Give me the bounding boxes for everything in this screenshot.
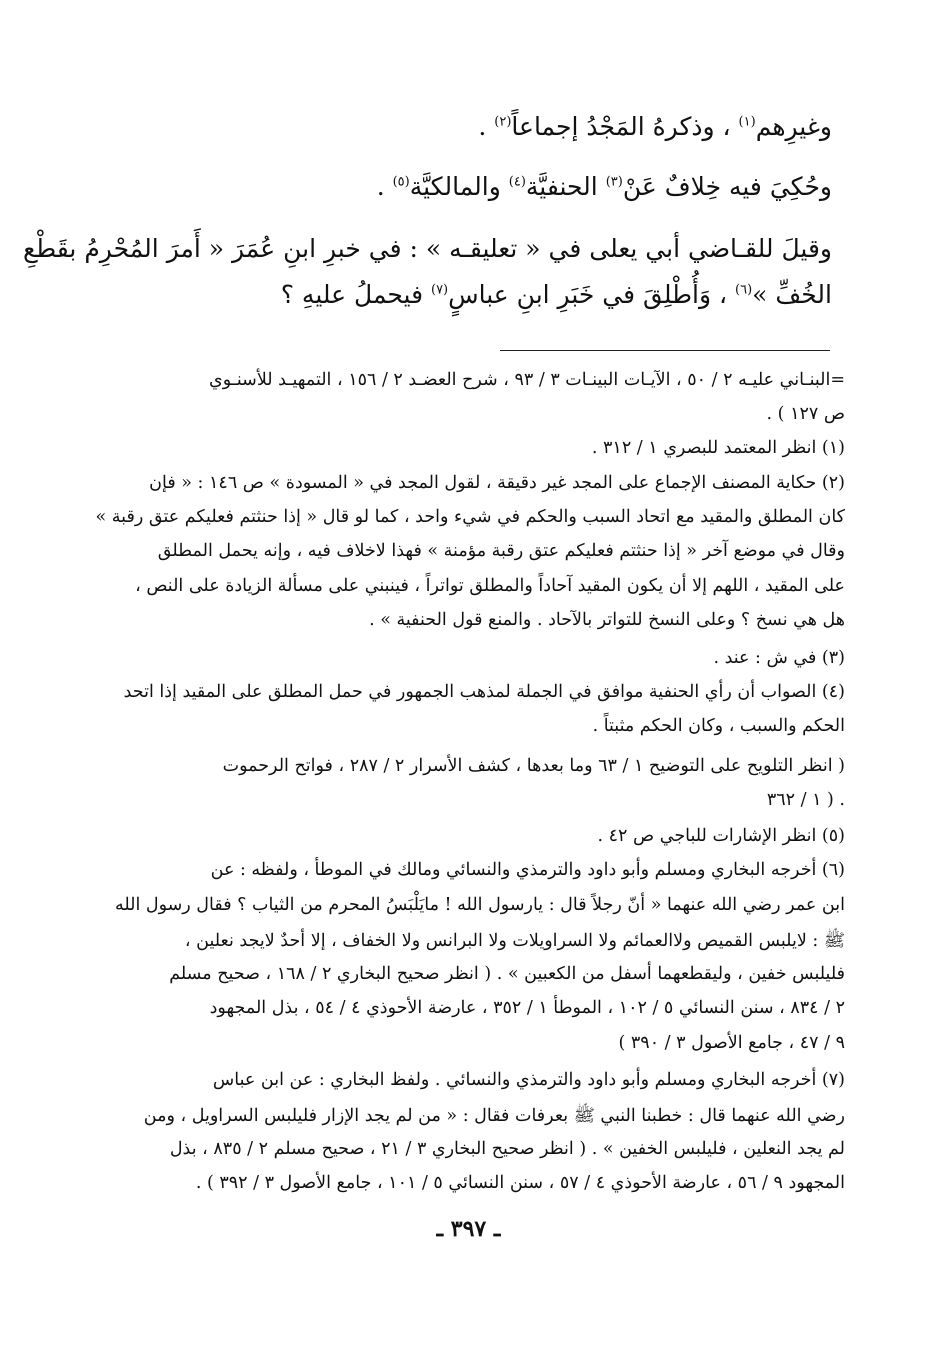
- footnote-line: ص ١٢٧ ) .: [766, 404, 845, 424]
- footnote-line: المجهود ٩ / ٥٦ ، عارضة الأحوذي ٤ / ٥٧ ، سنن النسائي ٥ / ١٠١ ، جامع الأصول ٣ / ٣٩٢ ) .: [195, 1173, 845, 1193]
- footnote-line: ٩ / ٤٧ ، جامع الأصول ٣ / ٣٩٠ ): [618, 1033, 845, 1053]
- main-line: وقيلَ للقـاضي أبي يعلى في « تعليقـه » : في خبرِ ابنِ عُمَرَ « أَمرَ المُحْرِمُ بقَطْعِ: [22, 234, 832, 263]
- footnote-line: (٥) انظر الإشارات للباجي ص ٤٢ .: [597, 826, 845, 846]
- footnote-line: على المقيد ، اللهم إلا أن يكون المقيد آحاداً والمطلق تواتراً ، فينبني على مسألة الزيادة على النص ،: [135, 576, 845, 596]
- footnote-line: هل هي نسخ ؟ وعلى النسخ للتواتر بالآحاد . والمنع قول الحنفية » .: [369, 610, 845, 630]
- footnote-line: (٢) حكاية المصنف الإجماع على المجد غير دقيقة ، لقول المجد في « المسودة » ص ١٤٦ : « فإن: [149, 473, 845, 493]
- footnote-line: (٦) أخرجه البخاري ومسلم وأبو داود والترمذي والنسائي ومالك في الموطأ ، ولفظه : عن: [210, 860, 845, 880]
- footnote-line: ابن عمر رضي الله عنهما « أنّ رجلاً قال : يارسول الله ! مايَلْبَسُ المحرم من الثياب ؟ فقال رسول الله: [114, 895, 845, 915]
- footnote-line: وقال في موضع آخر « إذا حنثتم فعليكم عتق رقبة مؤمنة » فهذا لاخلاف فيه ، وإنه يحمل المطلق: [157, 541, 845, 561]
- footnote-line: =البنـاني عليـه ٢ / ٥٠ ، الآيـات البينـات ٣ / ٩٣ ، شرح العضـد ٢ / ١٥٦ ، التمهيـد للأسنـوي: [209, 370, 845, 390]
- page-number: ـ ٣٩٧ ـ: [436, 1216, 501, 1242]
- footnote-separator: [500, 350, 830, 351]
- footnote-line: (٣) في ش : عند .: [713, 648, 845, 668]
- main-line: الخُفِّ »$^{(٦)}$ ، وَأُطْلِقَ في خَبَرِ ابنِ عباسٍ$^{(٧)}$ فيحملُ عليهِ ؟: [280, 280, 832, 309]
- footnote-line: (١) انظر المعتمد للبصري ١ / ٣١٢ .: [591, 438, 845, 458]
- main-line: وحُكِيَ فيه خِلافٌ عَنْ$^{(٣)}$ الحنفيَّة$^{(٤)}$ والمالكيَّة$^{(٥)}$ .: [376, 172, 832, 201]
- footnote-line: (٤) الصواب أن رأي الحنفية موافق في الجملة لمذهب الجمهور في حمل المطلق على المقيد إذا اتحد: [123, 682, 845, 702]
- footnote-line: الحكم والسبب ، وكان الحكم مثبتاً .: [592, 716, 845, 736]
- main-line: وغيرِهم$^{(١)}$ ، وذكرهُ المَجْدُ إجماعاً$^{(٢)}$ .: [478, 112, 832, 141]
- footnote-line: كان المطلق والمقيد مع اتحاد السبب والحكم في شيء واحد ، كما لو قال « إذا حنثتم فعليكم عتق رقبة »: [95, 507, 845, 527]
- footnote-line: ﷺ : لايلبس القميص ولاالعمائم ولا السراويلات ولا البرانس ولا الخفاف ، إلا أحدٌ لايجد نعلين ،: [184, 931, 845, 951]
- footnote-line: ٢ / ٨٣٤ ، سنن النسائي ٥ / ١٠٢ ، الموطأ ١ / ٣٥٢ ، عارضة الأحوذي ٤ / ٥٤ ، بذل المجهود: [209, 998, 845, 1018]
- footnote-line: ( انظر التلويح على التوضيح ١ / ٦٣ وما بعدها ، كشف الأسرار ٢ / ٢٨٧ ، فواتح الرحموت: [222, 756, 845, 776]
- footnote-line: رضي الله عنهما قال : خطبنا النبي ﷺ بعرفات فقال : « من لم يجد الإزار فليلبس السراويل ، ومن: [143, 1106, 845, 1126]
- footnote-line: فليلبس خفين ، وليقطعهما أسفل من الكعبين » . ( انظر صحيح البخاري ٢ / ١٦٨ ، صحيح مسلم: [169, 964, 845, 984]
- footnote-line: لم يجد النعلين ، فليلبس الخفين » . ( انظر صحيح البخاري ٣ / ٢١ ، صحيح مسلم ٢ / ٨٣٥ ، بذل: [169, 1139, 845, 1159]
- footnote-line: ١ / ٣٦٢ ) .: [766, 790, 845, 810]
- footnote-line: (٧) أخرجه البخاري ومسلم وأبو داود والترمذي والنسائي . ولفظ البخاري : عن ابن عباس: [212, 1070, 845, 1090]
